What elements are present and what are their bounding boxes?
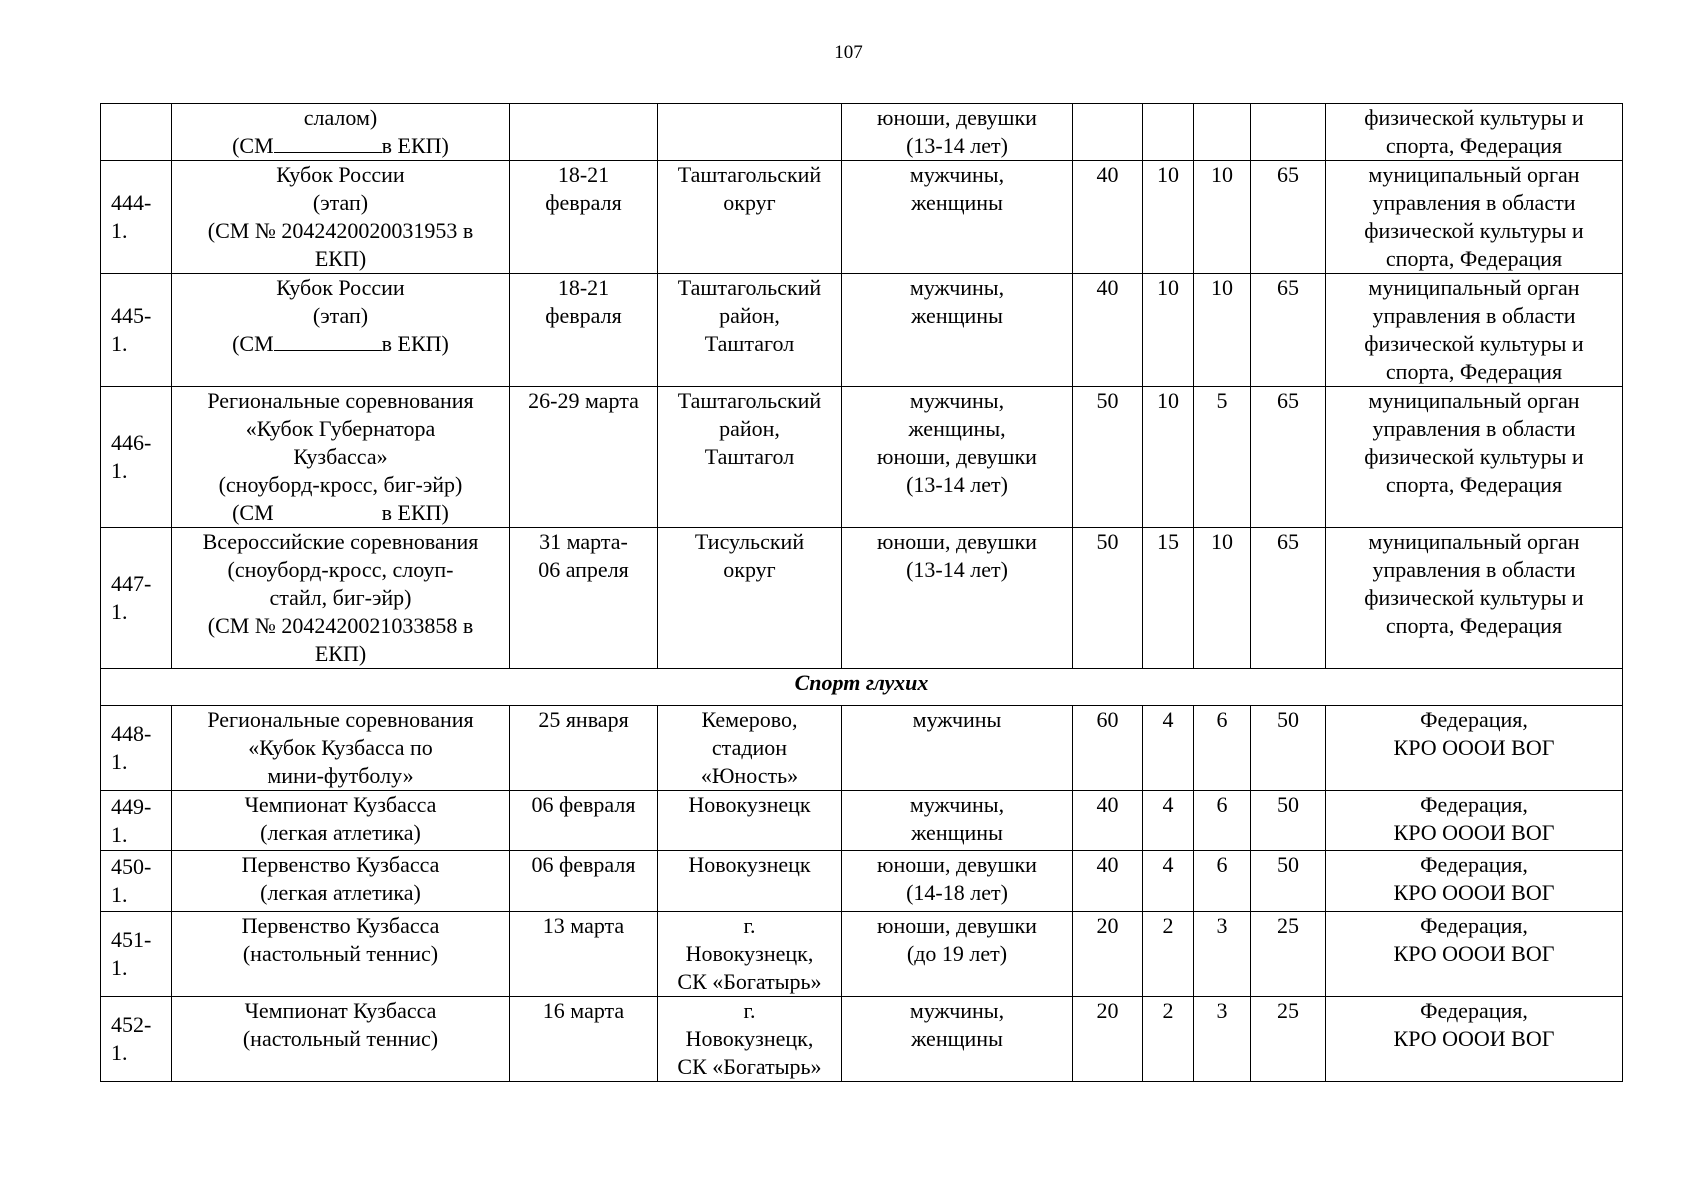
event-name-line: ЕКП): [314, 246, 367, 271]
event-date-line: 06 апреля: [538, 557, 629, 582]
count-3: 6: [1194, 791, 1251, 851]
event-name: [172, 706, 510, 791]
row-number: 450-1.: [101, 851, 172, 912]
count-1: 40: [1073, 851, 1143, 912]
organizer-line: муниципальный орган: [1368, 529, 1580, 554]
event-name-line: (СМ: [232, 331, 274, 356]
cm-fill-line: [178, 499, 503, 527]
organizer-line: спорта, Федерация: [1385, 133, 1563, 158]
event-name: [172, 791, 510, 851]
event-place-line: Новокузнецк: [688, 852, 811, 877]
event-place-line: Кемерово,: [701, 707, 798, 732]
count-3: 5: [1194, 387, 1251, 528]
organizer: [1326, 912, 1623, 997]
organizer-line: муниципальный орган: [1368, 275, 1580, 300]
count-4: 25: [1251, 912, 1326, 997]
count-1: 40: [1073, 791, 1143, 851]
organizer: [1326, 161, 1623, 274]
blank-field: [274, 132, 382, 153]
event-name-line: (СМ: [232, 133, 274, 158]
organizer-line: спорта, Федерация: [1385, 472, 1563, 497]
event-place: [658, 274, 842, 387]
event-place-line: Таштагольский: [677, 388, 822, 413]
participants: [842, 851, 1073, 912]
event-name-line: Кубок России: [276, 162, 405, 187]
table-row: [101, 274, 1623, 387]
event-name-line: «Кубок Кузбасса по: [248, 735, 433, 760]
participants-line: мужчины,: [909, 998, 1005, 1023]
participants-line: женщины: [911, 1026, 1003, 1051]
event-date-line: 26-29 марта: [528, 388, 639, 413]
row-number: 449-1.: [101, 791, 172, 851]
participants-line: (13-14 лет): [906, 133, 1008, 158]
blank-field: [274, 330, 382, 351]
event-name-line: (сноуборд-кросс, биг-эйр): [218, 472, 463, 497]
event-name-line: Региональные соревнования: [207, 388, 474, 413]
event-date: [510, 851, 658, 912]
event-place: [658, 528, 842, 669]
participants-line: юноши, девушки: [877, 913, 1037, 938]
event-place-line: Тисульский: [694, 529, 805, 554]
event-name-line: Чемпионат Кузбасса: [244, 998, 437, 1023]
event-date: [510, 791, 658, 851]
participants-line: (13-14 лет): [906, 557, 1008, 582]
event-name-line: Региональные соревнования: [207, 707, 474, 732]
participants-line: мужчины: [912, 707, 1002, 732]
event-name-line: слалом): [303, 105, 378, 130]
organizer: [1326, 997, 1623, 1082]
count-2: 10: [1143, 387, 1194, 528]
event-place: [658, 997, 842, 1082]
organizer-line: муниципальный орган: [1368, 388, 1580, 413]
participants-line: (14-18 лет): [906, 880, 1008, 905]
event-name-line: Кузбасса»: [293, 444, 388, 469]
event-place: [658, 851, 842, 912]
section-header-row: [101, 669, 1623, 706]
count-4: 50: [1251, 791, 1326, 851]
participants-line: мужчины,: [909, 792, 1005, 817]
event-place: [658, 104, 842, 161]
event-name-line: (настольный теннис): [242, 941, 439, 966]
organizer-line: управления в области: [1372, 416, 1576, 441]
count-3: 3: [1194, 912, 1251, 997]
organizer-line: КРО ОООИ ВОГ: [1393, 880, 1555, 905]
event-place-line: Новокузнецк,: [685, 1026, 814, 1051]
count-1: 20: [1073, 912, 1143, 997]
event-name-line: Первенство Кузбасса: [241, 852, 440, 877]
event-name: [172, 274, 510, 387]
cm-fill-line: [178, 132, 503, 160]
count-1: [1073, 104, 1143, 161]
page-number: 107: [834, 42, 863, 63]
organizer-line: КРО ОООИ ВОГ: [1393, 1026, 1555, 1051]
event-name-line: (СМ: [232, 500, 274, 525]
event-date: [510, 912, 658, 997]
organizer-line: Федерация,: [1420, 707, 1528, 732]
participants-line: женщины,: [908, 416, 1006, 441]
row-number: 444-1.: [101, 161, 172, 274]
count-4: 25: [1251, 997, 1326, 1082]
organizer: [1326, 387, 1623, 528]
table-row: [101, 104, 1623, 161]
count-1: 40: [1073, 161, 1143, 274]
event-place-line: Таштагол: [704, 444, 795, 469]
organizer: [1326, 791, 1623, 851]
organizer-line: управления в области: [1372, 303, 1576, 328]
section-title: Спорт глухих: [101, 669, 1623, 706]
row-number: 446-1.: [101, 387, 172, 528]
row-number: 447-1.: [101, 528, 172, 669]
row-number: 451-1.: [101, 912, 172, 997]
organizer: [1326, 528, 1623, 669]
organizer: [1326, 104, 1623, 161]
event-date-line: февраля: [545, 303, 622, 328]
event-place: [658, 706, 842, 791]
table-row: [101, 791, 1623, 851]
participants-line: (13-14 лет): [906, 472, 1008, 497]
event-name-line: стайл, биг-эйр): [269, 585, 412, 610]
organizer-line: Федерация,: [1420, 998, 1528, 1023]
table-row: [101, 706, 1623, 791]
table-row: [101, 528, 1623, 669]
count-3: 6: [1194, 706, 1251, 791]
event-date-line: 31 марта-: [539, 529, 628, 554]
organizer: [1326, 851, 1623, 912]
event-name-line: (СМ № 2042420021033858 в: [207, 613, 474, 638]
event-date-line: 16 марта: [542, 998, 625, 1023]
participants-line: юноши, девушки: [877, 529, 1037, 554]
event-name: [172, 997, 510, 1082]
organizer-line: спорта, Федерация: [1385, 359, 1563, 384]
count-3: [1194, 104, 1251, 161]
event-name-line: ЕКП): [314, 641, 367, 666]
count-1: 40: [1073, 274, 1143, 387]
event-place-line: Новокузнецк: [688, 792, 811, 817]
event-place: [658, 912, 842, 997]
participants-line: мужчины,: [909, 162, 1005, 187]
event-name: [172, 851, 510, 912]
row-number: 448-1.: [101, 706, 172, 791]
count-4: [1251, 104, 1326, 161]
event-place-line: округ: [723, 190, 776, 215]
participants: [842, 912, 1073, 997]
organizer-line: спорта, Федерация: [1385, 246, 1563, 271]
event-name-line: (СМ № 2042420020031953 в: [207, 218, 474, 243]
event-name-line: (этап): [312, 303, 369, 328]
event-name: [172, 161, 510, 274]
event-place: [658, 161, 842, 274]
organizer-line: спорта, Федерация: [1385, 613, 1563, 638]
events-table: [100, 103, 1623, 1082]
participants: [842, 387, 1073, 528]
row-number: 452-1.: [101, 997, 172, 1082]
organizer-line: управления в области: [1372, 557, 1576, 582]
organizer: [1326, 274, 1623, 387]
organizer-line: КРО ОООИ ВОГ: [1393, 941, 1555, 966]
table-row: [101, 161, 1623, 274]
count-2: 15: [1143, 528, 1194, 669]
count-1: 60: [1073, 706, 1143, 791]
participants: [842, 274, 1073, 387]
event-name-line: Кубок России: [276, 275, 405, 300]
organizer-line: Федерация,: [1420, 852, 1528, 877]
event-name: [172, 912, 510, 997]
event-place-line: г.: [743, 998, 756, 1023]
event-place-line: район,: [719, 303, 780, 328]
organizer-line: КРО ОООИ ВОГ: [1393, 820, 1555, 845]
organizer-line: физической культуры и: [1364, 585, 1584, 610]
count-4: 65: [1251, 387, 1326, 528]
event-date-line: 18-21: [557, 275, 610, 300]
event-name-line: (легкая атлетика): [260, 880, 421, 905]
participants: [842, 706, 1073, 791]
count-4: 65: [1251, 274, 1326, 387]
event-name-line: в ЕКП): [381, 133, 449, 158]
participants: [842, 528, 1073, 669]
event-name-line: (этап): [312, 190, 369, 215]
count-1: 50: [1073, 528, 1143, 669]
count-2: 2: [1143, 997, 1194, 1082]
event-place-line: Новокузнецк,: [685, 941, 814, 966]
count-4: 50: [1251, 851, 1326, 912]
event-place-line: район,: [719, 416, 780, 441]
count-4: 50: [1251, 706, 1326, 791]
participants: [842, 997, 1073, 1082]
organizer-line: КРО ОООИ ВОГ: [1393, 735, 1555, 760]
organizer-line: физической культуры и: [1364, 331, 1584, 356]
event-date: [510, 104, 658, 161]
count-2: 4: [1143, 791, 1194, 851]
event-name-line: (настольный теннис): [242, 1026, 439, 1051]
event-date: [510, 706, 658, 791]
participants-line: юноши, девушки: [877, 444, 1037, 469]
event-place-line: стадион: [711, 735, 788, 760]
event-name: [172, 104, 510, 161]
count-3: 10: [1194, 528, 1251, 669]
event-name: [172, 387, 510, 528]
count-3: 10: [1194, 161, 1251, 274]
event-date-line: 06 февраля: [531, 852, 636, 877]
event-place-line: Таштагольский: [677, 275, 822, 300]
event-date: [510, 387, 658, 528]
count-3: 10: [1194, 274, 1251, 387]
organizer: [1326, 706, 1623, 791]
event-place-line: СК «Богатырь»: [677, 969, 822, 994]
event-name-line: Всероссийские соревнования: [202, 529, 479, 554]
event-name-line: (сноуборд-кросс, слоуп-: [227, 557, 454, 582]
event-date: [510, 997, 658, 1082]
count-3: 6: [1194, 851, 1251, 912]
event-place-line: СК «Богатырь»: [677, 1054, 822, 1079]
event-date-line: 13 марта: [542, 913, 625, 938]
event-place-line: «Юность»: [700, 763, 799, 788]
cm-fill-line: [178, 330, 503, 358]
participants: [842, 791, 1073, 851]
event-name-line: мини-футболу»: [267, 763, 414, 788]
count-2: 4: [1143, 706, 1194, 791]
event-date-line: 18-21: [557, 162, 610, 187]
event-place-line: г.: [743, 913, 756, 938]
row-number: [101, 104, 172, 161]
event-date-line: февраля: [545, 190, 622, 215]
event-place-line: округ: [723, 557, 776, 582]
table-row: [101, 912, 1623, 997]
organizer-line: Федерация,: [1420, 792, 1528, 817]
organizer-line: физической культуры и: [1364, 105, 1584, 130]
participants-line: мужчины,: [909, 275, 1005, 300]
count-4: 65: [1251, 161, 1326, 274]
count-2: 2: [1143, 912, 1194, 997]
blank-field: [274, 500, 382, 520]
count-3: 3: [1194, 997, 1251, 1082]
event-place-line: Таштагол: [704, 331, 795, 356]
row-number: 445-1.: [101, 274, 172, 387]
organizer-line: муниципальный орган: [1368, 162, 1580, 187]
event-name-line: в ЕКП): [381, 331, 449, 356]
event-date: [510, 274, 658, 387]
event-name: [172, 528, 510, 669]
count-2: 10: [1143, 274, 1194, 387]
count-2: [1143, 104, 1194, 161]
organizer-line: физической культуры и: [1364, 444, 1584, 469]
event-name-line: в ЕКП): [381, 500, 449, 525]
participants-line: женщины: [911, 303, 1003, 328]
participants-line: юноши, девушки: [877, 105, 1037, 130]
event-place-line: Таштагольский: [677, 162, 822, 187]
participants-line: женщины: [911, 190, 1003, 215]
participants: [842, 104, 1073, 161]
event-date-line: 06 февраля: [531, 792, 636, 817]
event-name-line: Первенство Кузбасса: [241, 913, 440, 938]
organizer-line: управления в области: [1372, 190, 1576, 215]
event-name-line: «Кубок Губернатора: [245, 416, 436, 441]
organizer-line: физической культуры и: [1364, 218, 1584, 243]
participants-line: мужчины,: [909, 388, 1005, 413]
table-row: [101, 387, 1623, 528]
participants-line: женщины: [911, 820, 1003, 845]
count-2: 4: [1143, 851, 1194, 912]
event-place: [658, 791, 842, 851]
event-date-line: 25 января: [538, 707, 629, 732]
table-row: [101, 997, 1623, 1082]
count-1: 50: [1073, 387, 1143, 528]
participants-line: (до 19 лет): [906, 941, 1008, 966]
participants-line: юноши, девушки: [877, 852, 1037, 877]
organizer-line: Федерация,: [1420, 913, 1528, 938]
event-date: [510, 528, 658, 669]
count-4: 65: [1251, 528, 1326, 669]
count-2: 10: [1143, 161, 1194, 274]
event-date: [510, 161, 658, 274]
event-name-line: (легкая атлетика): [260, 820, 421, 845]
participants: [842, 161, 1073, 274]
count-1: 20: [1073, 997, 1143, 1082]
table-row: [101, 851, 1623, 912]
event-place: [658, 387, 842, 528]
event-name-line: Чемпионат Кузбасса: [244, 792, 437, 817]
